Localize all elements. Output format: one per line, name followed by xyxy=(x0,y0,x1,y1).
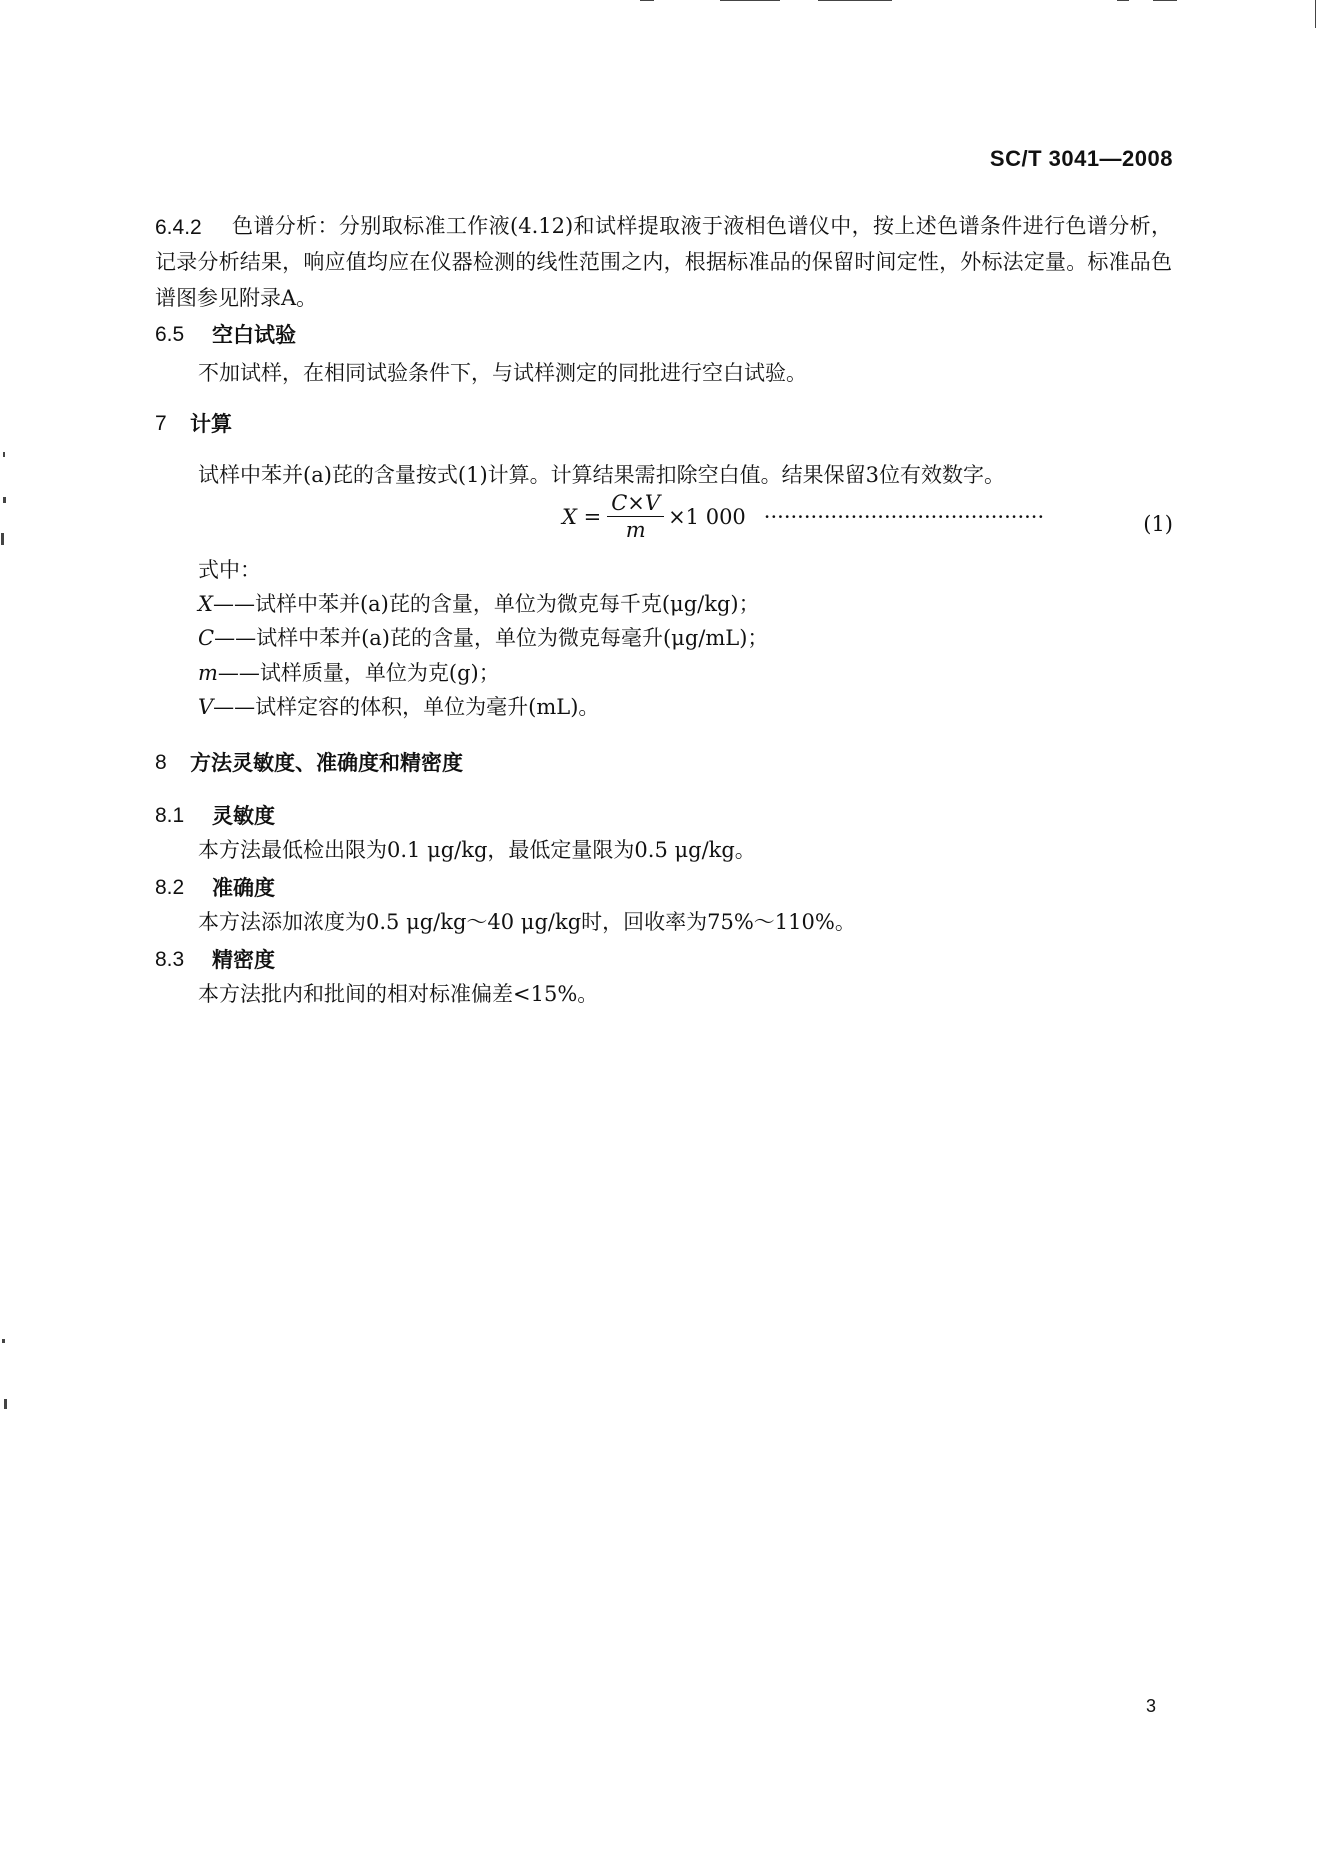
section-7-title: 计算 xyxy=(190,411,232,436)
scan-mark-left-4 xyxy=(2,1339,5,1343)
var-m xyxy=(198,655,500,691)
formula-rhs: ×1 000 xyxy=(668,504,746,529)
scan-mark-left-3 xyxy=(1,533,4,545)
section-7-number: 7 xyxy=(155,412,167,435)
scan-mark-top-2 xyxy=(720,0,780,1)
section-8-1-text: 本方法最低检出限为0.1 μg/kg，最低定量限为0.5 μg/kg。 xyxy=(198,838,756,862)
formula-fraction xyxy=(607,490,664,543)
var-v-desc: ——试样定容的体积，单位为毫升(mL)。 xyxy=(213,695,600,719)
scan-mark-top-1 xyxy=(640,0,654,1)
formula-lhs: X = xyxy=(562,504,602,529)
section-8-3-title: 精密度 xyxy=(212,947,275,972)
section-6-5-number: 6.5 xyxy=(155,323,185,346)
var-m-symbol: m xyxy=(198,661,218,685)
where-label: 式中： xyxy=(198,558,261,582)
formula-leader: ·········································· xyxy=(763,504,1045,529)
section-7-text: 试样中苯并(a)芘的含量按式(1)计算。计算结果需扣除空白值。结果保留3位有效数字。 xyxy=(198,463,1006,487)
section-6-4-2-text xyxy=(155,208,1172,316)
section-6-4-2-body: 色谱分析：分别取标准工作液(4.12)和试样提取液于液相色谱仪中，按上述色谱条件进行色谱分析，记录分析结果，响应值均应在仪器检测的线性范围之内，根据标准品的保留时间定性，外标法定量。标准品色谱图参见附录A。 xyxy=(155,214,1172,310)
var-m-desc: ——试样质量，单位为克(g)； xyxy=(217,661,500,685)
var-c xyxy=(198,620,768,656)
page-number: 3 xyxy=(1146,1696,1157,1716)
var-c-symbol: C xyxy=(198,626,215,650)
var-x-desc: ——试样中苯并(a)芘的含量，单位为微克每千克(μg/kg)； xyxy=(212,592,760,616)
section-8-1-title: 灵敏度 xyxy=(212,803,275,828)
section-8-title: 方法灵敏度、准确度和精密度 xyxy=(190,750,463,775)
section-8-2-number: 8.2 xyxy=(155,876,185,899)
section-8-2-text: 本方法添加浓度为0.5 μg/kg～40 μg/kg时，回收率为75%～110%。 xyxy=(198,910,856,934)
formula-numerator: C×V xyxy=(607,490,664,517)
var-c-desc: ——试样中苯并(a)芘的含量，单位为微克每毫升(μg/mL)； xyxy=(214,626,769,650)
scan-mark-left-5 xyxy=(4,1399,7,1409)
section-6-4-2-number: 6.4.2 xyxy=(155,216,202,239)
scan-mark-right xyxy=(1315,0,1316,28)
scan-mark-top-4 xyxy=(1117,0,1129,1)
section-8-number: 8 xyxy=(155,751,167,774)
formula-denominator: m xyxy=(625,518,646,542)
scan-mark-left-1 xyxy=(3,452,5,457)
section-8-1-number: 8.1 xyxy=(155,804,185,827)
section-8-3-number: 8.3 xyxy=(155,948,185,971)
formula-label: (1) xyxy=(1143,512,1173,536)
var-v-symbol: V xyxy=(198,695,214,719)
section-8-2-title: 准确度 xyxy=(212,875,275,900)
section-6-5-title: 空白试验 xyxy=(212,322,296,347)
document-number: SC/T 3041—2008 xyxy=(989,146,1173,171)
section-8-3-text: 本方法批内和批间的相对标准偏差<15%。 xyxy=(198,982,599,1006)
var-x-symbol: X xyxy=(198,592,213,616)
var-v xyxy=(198,689,599,725)
formula-1 xyxy=(562,490,1044,543)
scan-mark-top-5 xyxy=(1153,0,1177,1)
var-x xyxy=(198,586,760,622)
scan-mark-left-2 xyxy=(3,497,6,503)
scan-mark-top-3 xyxy=(818,0,892,1)
section-6-5-text: 不加试样，在相同试验条件下，与试样测定的同批进行空白试验。 xyxy=(198,361,807,385)
